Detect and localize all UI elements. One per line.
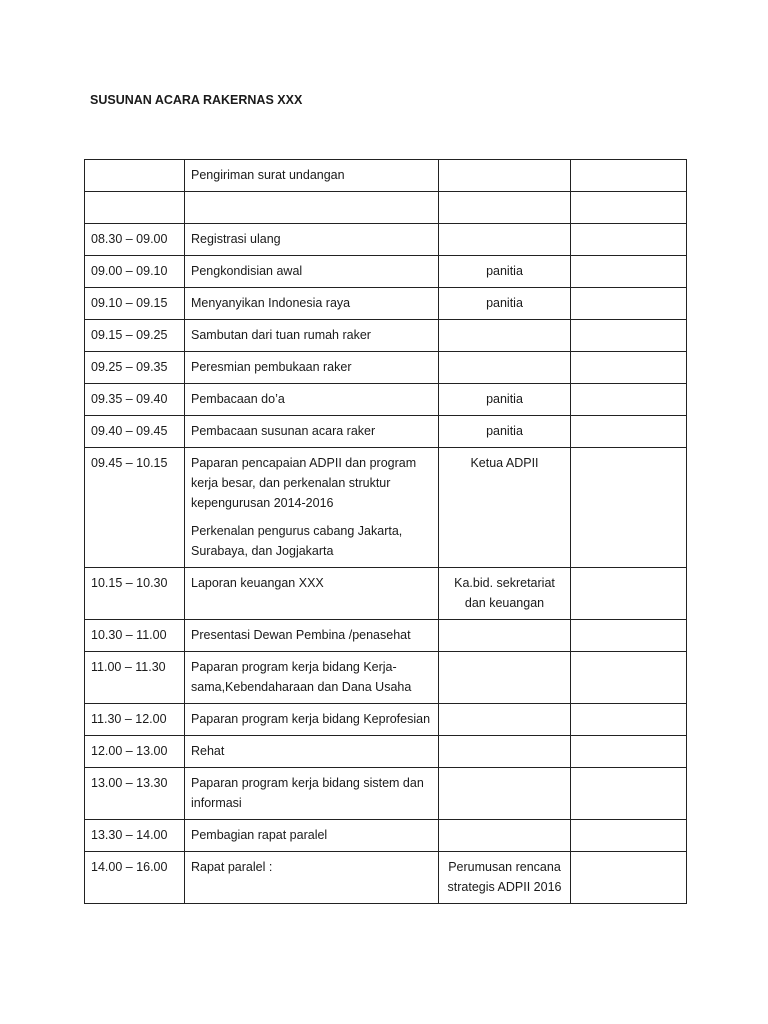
time-cell: 12.00 – 13.00	[85, 736, 185, 768]
table-row	[85, 160, 687, 192]
note-cell	[571, 160, 687, 192]
time-cell: 09.40 – 09.45	[85, 416, 185, 448]
time-cell: 10.30 – 11.00	[85, 620, 185, 652]
table-row	[85, 384, 687, 416]
activity-cell	[185, 416, 439, 448]
activity-text: Pembacaan do’a	[191, 392, 285, 406]
time-cell: 08.30 – 09.00	[85, 224, 185, 256]
activity-text: Pembacaan susunan acara raker	[191, 424, 376, 438]
activity-cell	[185, 224, 439, 256]
activity-text: Registrasi ulang	[191, 232, 281, 246]
activity-text: Peresmian pembukaan raker	[191, 360, 352, 374]
activity-text: Pengkondisian awal	[191, 264, 303, 278]
table-row	[85, 620, 687, 652]
activity-cell	[185, 620, 439, 652]
note-cell	[571, 852, 687, 904]
pic-cell: Ketua ADPII	[439, 448, 571, 568]
pic-cell: panitia	[439, 416, 571, 448]
time-cell: 09.35 – 09.40	[85, 384, 185, 416]
pic-cell: Perumusan rencana strategis ADPII 2016	[439, 852, 571, 904]
pic-cell	[439, 768, 571, 820]
note-cell	[571, 820, 687, 852]
table-row	[85, 224, 687, 256]
pic-cell	[439, 736, 571, 768]
pic-cell	[439, 820, 571, 852]
note-cell	[571, 192, 687, 224]
activity-cell	[185, 352, 439, 384]
time-cell: 11.30 – 12.00	[85, 704, 185, 736]
table-row	[85, 192, 687, 224]
schedule-table	[84, 159, 687, 904]
activity-text: Rapat paralel :	[191, 860, 273, 874]
time-cell: 13.00 – 13.30	[85, 768, 185, 820]
time-cell: 09.45 – 10.15	[85, 448, 185, 568]
note-cell	[571, 620, 687, 652]
activity-text: Laporan keuangan XXX	[191, 576, 324, 590]
table-row	[85, 352, 687, 384]
note-cell	[571, 448, 687, 568]
activity-cell	[185, 852, 439, 904]
table-row	[85, 852, 687, 904]
pic-cell	[439, 192, 571, 224]
page-title: SUSUNAN ACARA RAKERNAS XXX	[90, 93, 303, 107]
activity-cell	[185, 768, 439, 820]
note-cell	[571, 224, 687, 256]
time-cell: 09.00 – 09.10	[85, 256, 185, 288]
table-row	[85, 448, 687, 568]
pic-cell: panitia	[439, 256, 571, 288]
activity-cell	[185, 288, 439, 320]
time-cell: 14.00 – 16.00	[85, 852, 185, 904]
note-cell	[571, 256, 687, 288]
activity-cell	[185, 192, 439, 224]
note-cell	[571, 352, 687, 384]
note-cell	[571, 652, 687, 704]
pic-cell	[439, 320, 571, 352]
schedule-body	[85, 160, 687, 904]
activity-text: Pengiriman surat undangan	[191, 168, 345, 182]
activity-text: Presentasi Dewan Pembina /penasehat	[191, 628, 411, 642]
table-row	[85, 256, 687, 288]
pic-cell	[439, 352, 571, 384]
time-cell	[85, 160, 185, 192]
activity-cell	[185, 704, 439, 736]
time-cell: 10.15 – 10.30	[85, 568, 185, 620]
activity-cell	[185, 448, 439, 568]
table-row	[85, 288, 687, 320]
pic-cell	[439, 160, 571, 192]
note-cell	[571, 288, 687, 320]
activity-text: Paparan pencapaian ADPII dan program kerja besar, dan perkenalan struktur kepengurusan 2014-2016	[191, 456, 417, 510]
note-cell	[571, 384, 687, 416]
pic-cell	[439, 704, 571, 736]
activity-cell	[185, 736, 439, 768]
activity-cell	[185, 384, 439, 416]
activity-cell	[185, 568, 439, 620]
time-cell: 09.10 – 09.15	[85, 288, 185, 320]
table-row	[85, 736, 687, 768]
pic-cell	[439, 224, 571, 256]
activity-text: Rehat	[191, 744, 225, 758]
table-row	[85, 820, 687, 852]
activity-cell	[185, 160, 439, 192]
activity-text: Sambutan dari tuan rumah raker	[191, 328, 371, 342]
table-row	[85, 568, 687, 620]
time-cell: 09.15 – 09.25	[85, 320, 185, 352]
activity-text: Menyanyikan Indonesia raya	[191, 296, 351, 310]
pic-cell: panitia	[439, 384, 571, 416]
activity-text: Perkenalan pengurus cabang Jakarta, Surabaya, dan Jogjakarta	[191, 524, 403, 558]
note-cell	[571, 736, 687, 768]
table-row	[85, 416, 687, 448]
note-cell	[571, 320, 687, 352]
pic-cell	[439, 652, 571, 704]
activity-text: Paparan program kerja bidang Keprofesian	[191, 712, 431, 726]
activity-text: Paparan program kerja bidang sistem dan informasi	[191, 776, 424, 810]
time-cell: 09.25 – 09.35	[85, 352, 185, 384]
time-cell	[85, 192, 185, 224]
activity-cell	[185, 320, 439, 352]
activity-text: Paparan program kerja bidang Kerja-sama,Kebendaharaan dan Dana Usaha	[191, 660, 412, 694]
activity-cell	[185, 652, 439, 704]
table-row	[85, 320, 687, 352]
activity-cell	[185, 820, 439, 852]
note-cell	[571, 704, 687, 736]
pic-cell: panitia	[439, 288, 571, 320]
activity-text: Pembagian rapat paralel	[191, 828, 328, 842]
activity-cell	[185, 256, 439, 288]
table-row	[85, 652, 687, 704]
table-row	[85, 768, 687, 820]
pic-cell	[439, 620, 571, 652]
note-cell	[571, 416, 687, 448]
time-cell: 11.00 – 11.30	[85, 652, 185, 704]
note-cell	[571, 768, 687, 820]
pic-cell: Ka.bid. sekretariat dan keuangan	[439, 568, 571, 620]
time-cell: 13.30 – 14.00	[85, 820, 185, 852]
table-row	[85, 704, 687, 736]
note-cell	[571, 568, 687, 620]
